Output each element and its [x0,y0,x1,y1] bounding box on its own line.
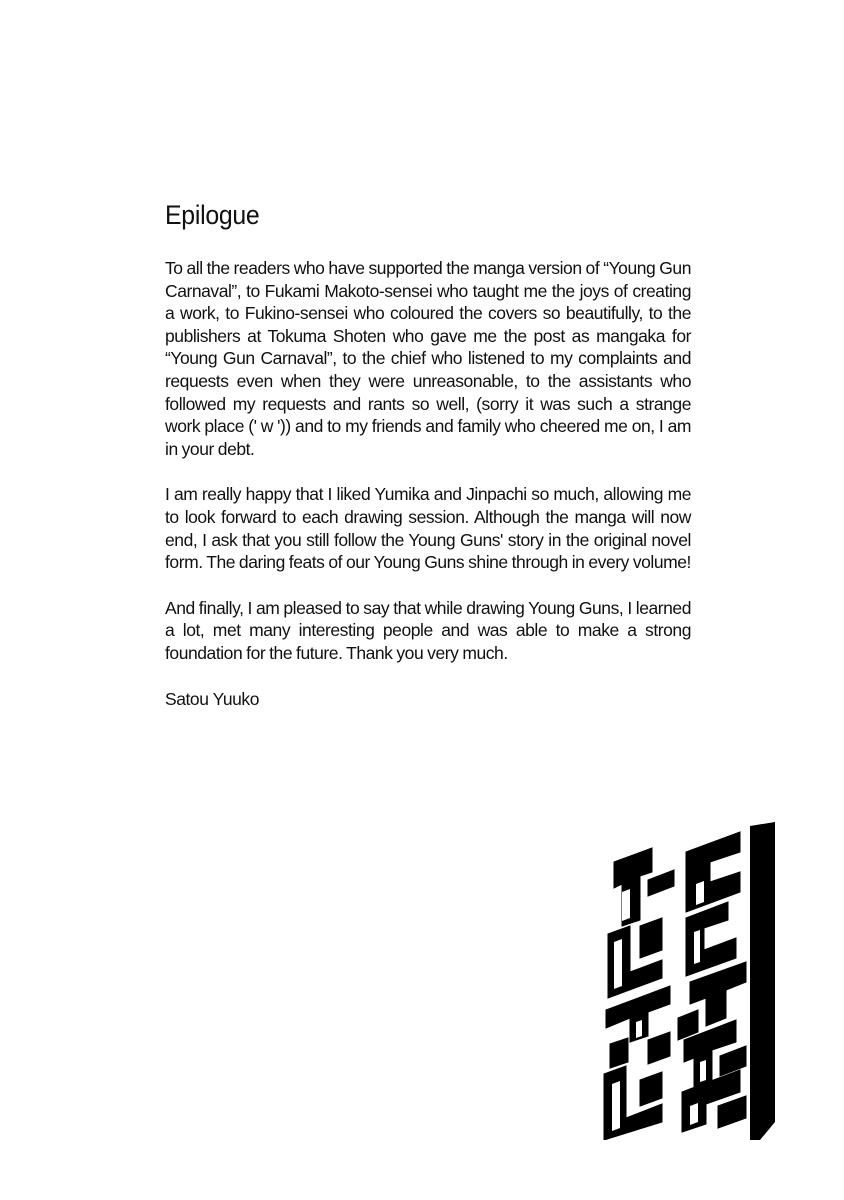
series-logo [600,822,775,1140]
page-title: Epilogue [165,200,260,230]
paragraph-characters: I am really happy that I liked Yumika and Jinpachi so much, allowing me to look forward to each drawing session. Although the manga will now end, I ask that you still follow the Young Guns' story in the original novel form. The daring feats of our Young Guns shine through in every volume! [165,484,691,573]
author-signature: Satou Yuuko [165,688,259,709]
paragraph-thanks: To all the readers who have supported the manga version of “Young Gun Carnaval”, to Fukami Makoto-sensei who taught me the joys of creating a work, to Fukino-sensei who coloured the covers so beautifully, to the publishers at Tokuma Shoten who gave me the post as mangaka for “Young Gun Carnaval”, to the chief who listened to my complaints and requests even when they were unreasonable, to the assistants who followed my requests and rants so well, (sorry it was such a strange work place (' w ')) and to my friends and family who cheered me on, I am in your debt. [165,258,691,459]
logo-caption: Young Gun Carnaval [754,886,772,1074]
paragraph-closing: And finally, I am pleased to say that while drawing Young Guns, I learned a lot, met many interesting people and was able to make a strong foundation for the future. Thank you very much. [165,597,691,663]
epilogue-body [165,257,691,710]
